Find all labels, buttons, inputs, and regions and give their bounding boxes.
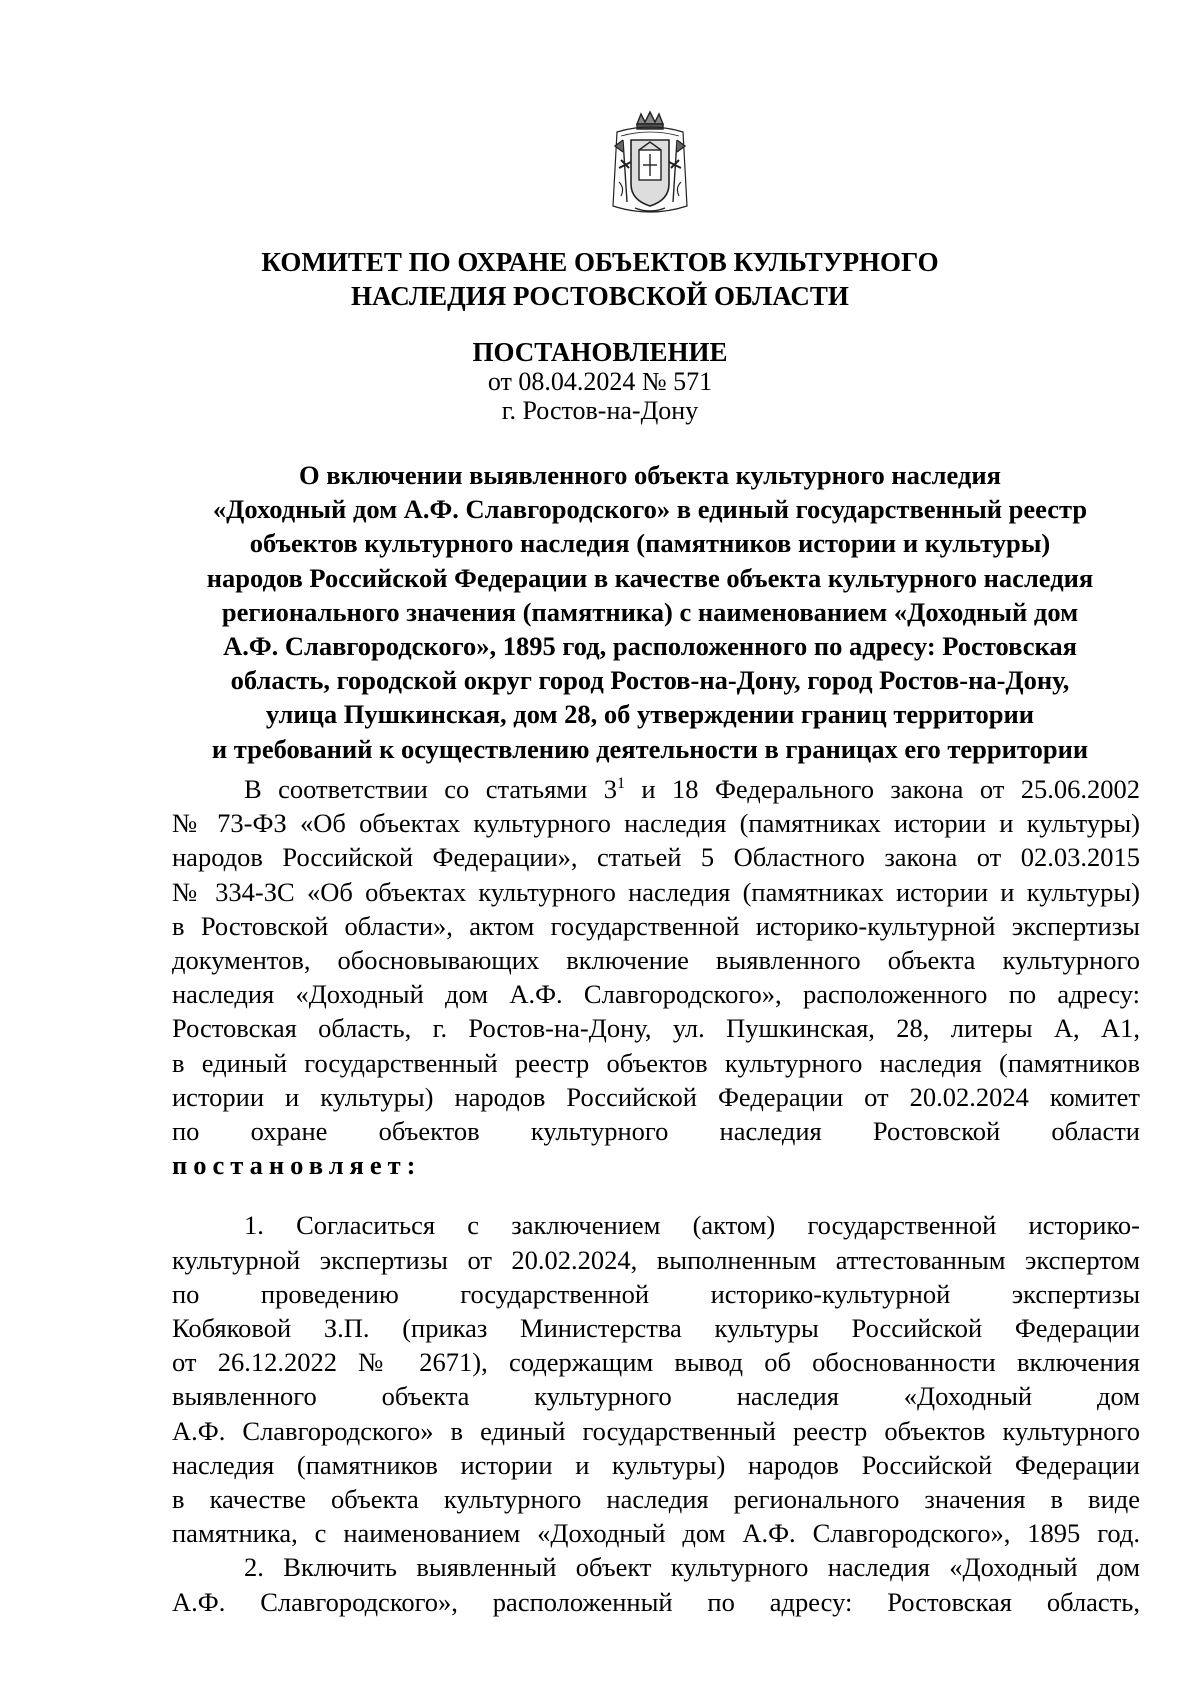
item-1-line: выявленного объекта культурного наследия «Доходный дом <box>172 1381 1140 1412</box>
preamble-line: в Ростовской области», актом государственной историко-культурной экспертизы <box>172 910 1140 941</box>
preamble-line: по охране объектов культурного наследия Ростовской области <box>172 1116 1140 1147</box>
item-1-line: Кобяковой З.П. (приказ Министерства культуры Российской Федерации <box>172 1313 1140 1344</box>
preamble-line: документов, обосновывающих включение выявленного объекта культурного <box>172 945 1140 976</box>
item-1-line: наследия (памятников истории и культуры) народов Российской Федерации <box>172 1449 1140 1480</box>
item-1-line: от 26.12.2022 № 2671), содержащим вывод об обоснованности включения <box>172 1347 1140 1378</box>
article-superscript: 1 <box>616 775 625 793</box>
document-city: г. Ростов-на-Дону <box>501 396 699 425</box>
title-line: регионального значения (памятника) с наименованием «Доходный дом <box>221 596 1079 627</box>
item-2-line: 2. Включить выявленный объект культурного наследия «Доходный дом <box>244 1552 1140 1583</box>
title-line: область, городской округ город Ростов-на-Дону, город Ростов-на-Дону, <box>230 665 1070 696</box>
item-2 <box>172 1550 1140 1618</box>
preamble <box>172 772 1140 1182</box>
title-line: «Доходный дом А.Ф. Славгородского» в единый государственный реестр <box>212 494 1088 525</box>
preamble-line: № 73-ФЗ «Об объектах культурного наследия (памятниках истории и культуры) <box>172 808 1140 839</box>
title-line: А.Ф. Славгородского», 1895 год, расположенного по адресу: Ростовская <box>223 631 1077 662</box>
title-line: народов Российской Федерации в качестве объекта культурного наследия <box>206 562 1094 593</box>
org-line-2: НАСЛЕДИЯ РОСТОВСКОЙ ОБЛАСТИ <box>351 281 849 311</box>
preamble-line: Ростовская область, г. Ростов-на-Дону, ул. Пушкинская, 28, литеры А, А1, <box>172 1013 1140 1044</box>
resolves-word: постановляет: <box>172 1150 422 1181</box>
item-2-line: А.Ф. Славгородского», расположенный по адресу: Ростовская область, <box>172 1586 1140 1617</box>
preamble-line: народов Российской Федерации», статьей 5 Областного закона от 02.03.2015 <box>172 842 1140 873</box>
item-1 <box>172 1208 1140 1550</box>
item-1-line: культурной экспертизы от 20.02.2024, выполненным аттестованным экспертом <box>172 1244 1140 1275</box>
title-line: О включении выявленного объекта культурного наследия <box>299 460 1001 490</box>
preamble-text: В соответствии со статьями 3 <box>244 774 617 804</box>
item-1-line: в качестве объекта культурного наследия регионального значения в виде <box>172 1484 1140 1515</box>
document-type: ПОСТАНОВЛЕНИЕ <box>472 337 728 367</box>
preamble-line: наследия «Доходный дом А.Ф. Славгородского», расположенного по адресу: <box>172 979 1140 1010</box>
document-body <box>172 772 1140 1619</box>
item-1-line: памятника, с наименованием «Доходный дом А.Ф. Славгородского», 1895 год. <box>172 1518 1140 1549</box>
document-title <box>160 458 1140 766</box>
preamble-line: истории и культуры) народов Российской Федерации от 20.02.2024 комитет <box>172 1081 1140 1112</box>
item-1-line: по проведению государственной историко-культурной экспертизы <box>172 1278 1140 1309</box>
preamble-line: в единый государственный реестр объектов культурного наследия (памятников <box>172 1047 1140 1078</box>
item-1-line: А.Ф. Славгородского» в единый государственный реестр объектов культурного <box>172 1415 1140 1446</box>
coat-of-arms-icon <box>609 110 691 220</box>
title-line: улица Пушкинская, дом 28, об утверждении границ территории <box>265 699 1035 730</box>
item-1-line: 1. Согласиться с заключением (актом) государственной историко- <box>244 1210 1140 1241</box>
organization-name <box>150 245 1050 313</box>
title-line: и требований к осуществлению деятельности в границах его территории <box>211 733 1089 764</box>
org-line-1: КОМИТЕТ ПО ОХРАНЕ ОБЪЕКТОВ КУЛЬТУРНОГО <box>261 247 939 277</box>
preamble-line: № 334-ЗС «Об объектах культурного наследия (памятниках истории и культуры) <box>172 876 1140 907</box>
paragraph-gap <box>172 1182 1140 1208</box>
preamble-text: и 18 Федерального закона от 25.06.2002 <box>624 774 1140 804</box>
document-date-number: от 08.04.2024 № 571 <box>487 367 713 396</box>
preamble-line <box>172 772 1140 806</box>
title-line: объектов культурного наследия (памятников истории и культуры) <box>249 528 1051 559</box>
